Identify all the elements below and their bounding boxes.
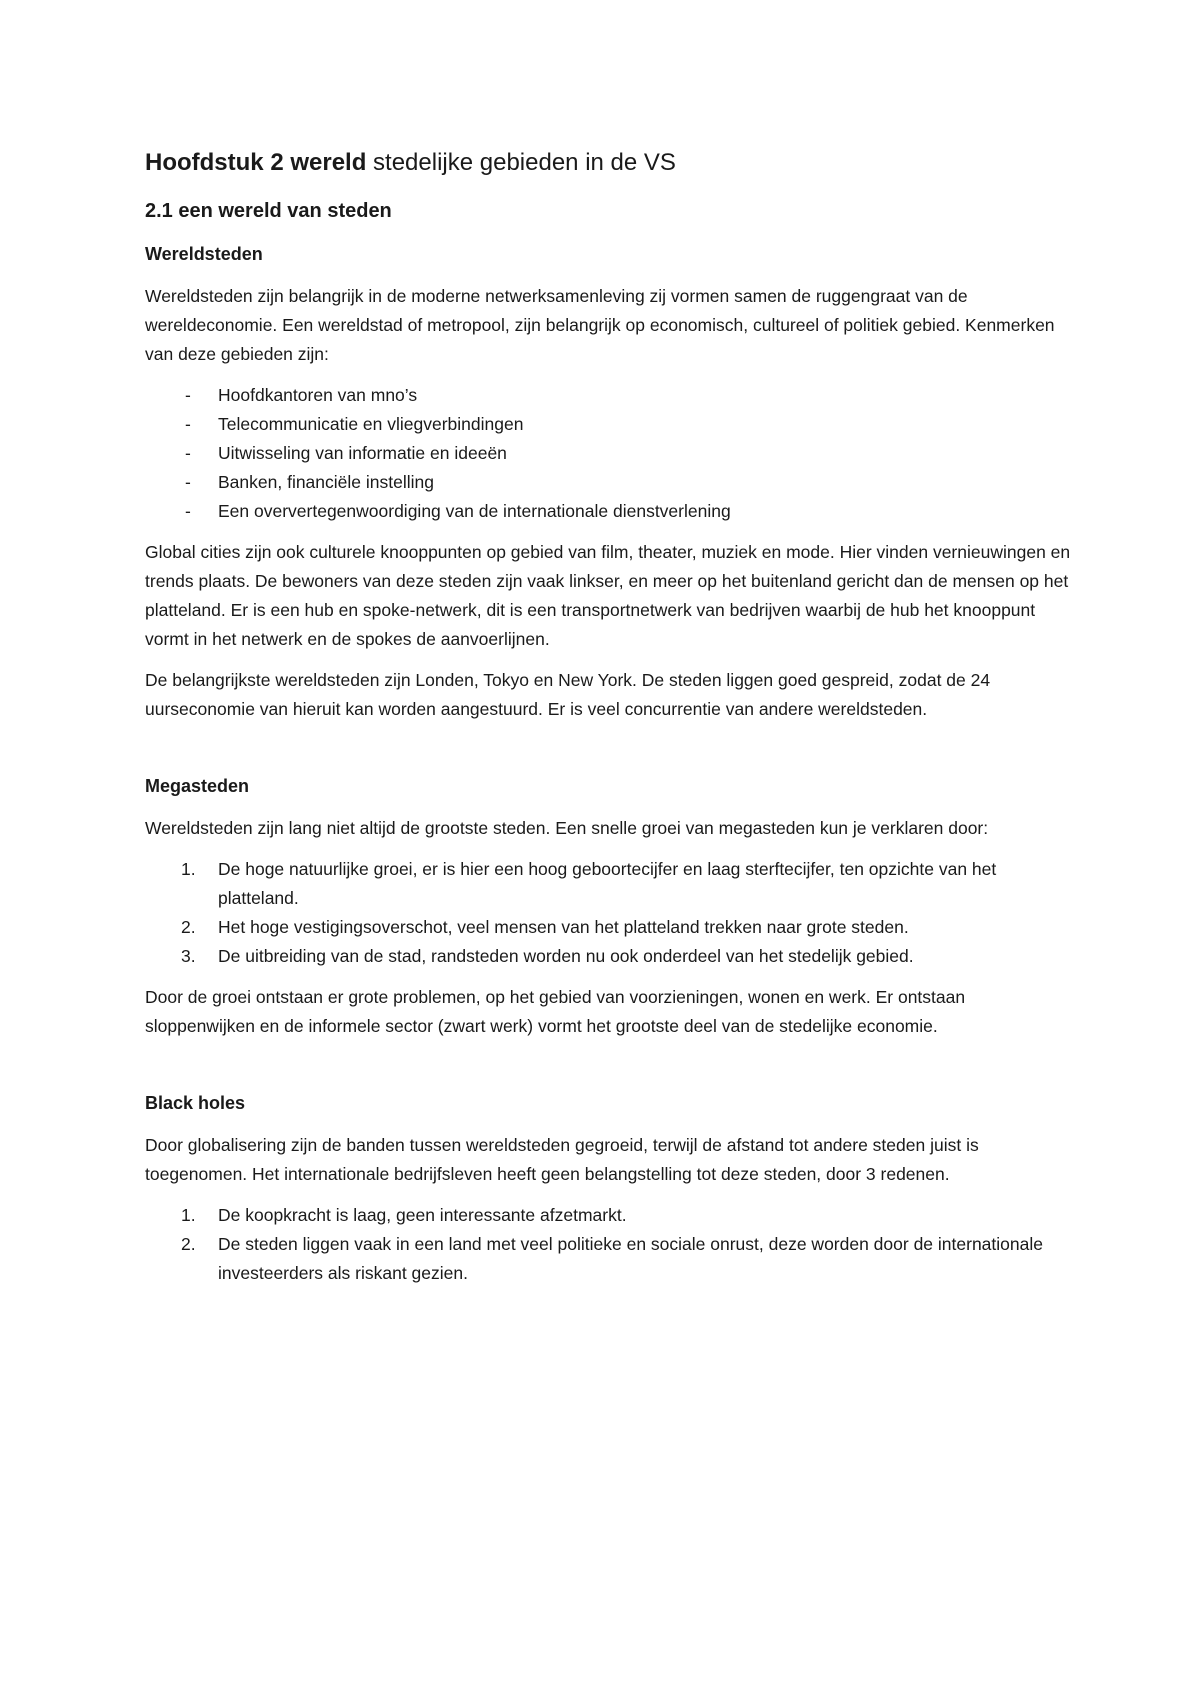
document-page (145, 148, 1075, 1300)
list-item-text: De hoge natuurlijke groei, er is hier een hoog geboortecijfer en laag sterftecijfer, ten opzichte van het platteland. (218, 859, 997, 908)
spacer (145, 736, 1075, 774)
list-item (145, 381, 1075, 410)
heading-black-holes: Black holes (145, 1093, 246, 1113)
dash-marker: - (185, 414, 191, 434)
list-item (145, 913, 1075, 942)
list-item (145, 468, 1075, 497)
list-item (145, 942, 1075, 971)
heading-megasteden: Megasteden (145, 776, 250, 796)
list-item-text: Een oververtegenwoordiging van de internationale dienstverlening (218, 501, 731, 521)
list-item-text: De koopkracht is laag, geen interessante afzetmarkt. (218, 1205, 627, 1225)
paragraph-megasteden-intro: Wereldsteden zijn lang niet altijd de grootste steden. Een snelle groei van megasteden kun je verklaren door: (145, 818, 989, 838)
numbered-list-groei (145, 855, 1075, 971)
number-marker: 2. (181, 1234, 196, 1254)
document-title (145, 148, 1075, 178)
number-marker: 3. (181, 946, 196, 966)
list-item (145, 1201, 1075, 1230)
list-item (145, 855, 1075, 913)
dash-marker: - (185, 472, 191, 492)
bullet-list-kenmerken (145, 381, 1075, 526)
paragraph-problemen: Door de groei ontstaan er grote problemen, op het gebied van voorzieningen, wonen en werk. Er ontstaan sloppenwijken en de informele sector (zwart werk) vormt het grootste deel van de stedelijke economie. (145, 987, 966, 1036)
list-item (145, 497, 1075, 526)
list-item-text: Telecommunicatie en vliegverbindingen (218, 414, 524, 434)
document-title-bold: Hoofdstuk 2 wereld (145, 149, 367, 176)
paragraph-global-cities: Global cities zijn ook culturele knooppunten op gebied van film, theater, muziek en mode. Hier vinden vernieuwingen en trends plaats. De bewoners van deze steden zijn vaak linkser, en meer op het buitenland gericht dan de mensen op het platteland. Er is een hub en spoke-netwerk, dit is een transportnetwerk van bedrijven waarbij de hub het knooppunt vormt in het netwerk en de spokes de aanvoerlijnen. (145, 542, 1071, 649)
list-item-text: De uitbreiding van de stad, randsteden worden nu ook onderdeel van het stedelijk gebied. (218, 946, 914, 966)
list-item-text: Uitwisseling van informatie en ideeën (218, 443, 507, 463)
list-item-text: Banken, financiële instelling (218, 472, 434, 492)
number-marker: 2. (181, 917, 196, 937)
paragraph-belangrijkste-wereldsteden: De belangrijkste wereldsteden zijn Londen, Tokyo en New York. De steden liggen goed gespreid, zodat de 24 uurseconomie van hieruit kan worden aangestuurd. Er is veel concurrentie van andere wereldsteden. (145, 670, 991, 719)
paragraph-wereldsteden-intro: Wereldsteden zijn belangrijk in de moderne netwerksamenleving zij vormen samen de ruggengraat van de wereldeconomie. Een wereldstad of metropool, zijn belangrijk op economisch, cultureel of politiek gebied. Kenmerken van deze gebieden zijn: (145, 286, 1055, 364)
list-item-text: Het hoge vestigingsoverschot, veel mensen van het platteland trekken naar grote steden. (218, 917, 909, 937)
numbered-list-redenen (145, 1201, 1075, 1288)
list-item (145, 410, 1075, 439)
number-marker: 1. (181, 859, 196, 879)
number-marker: 1. (181, 1205, 196, 1225)
heading-wereldsteden: Wereldsteden (145, 244, 263, 264)
list-item (145, 439, 1075, 468)
list-item-text: Hoofdkantoren van mno’s (218, 385, 418, 405)
list-item-text: De steden liggen vaak in een land met veel politieke en sociale onrust, deze worden door de internationale investeerders als riskant gezien. (218, 1234, 1043, 1283)
dash-marker: - (185, 443, 191, 463)
spacer (145, 1053, 1075, 1091)
dash-marker: - (185, 385, 191, 405)
document-title-rest: stedelijke gebieden in de VS (366, 149, 676, 176)
dash-marker: - (185, 501, 191, 521)
list-item (145, 1230, 1075, 1288)
paragraph-black-holes-intro: Door globalisering zijn de banden tussen wereldsteden gegroeid, terwijl de afstand tot andere steden juist is toegenomen. Het internationale bedrijfsleven heeft geen belangstelling tot deze steden, door 3 redenen. (145, 1135, 979, 1184)
section-subtitle: 2.1 een wereld van steden (145, 200, 392, 222)
